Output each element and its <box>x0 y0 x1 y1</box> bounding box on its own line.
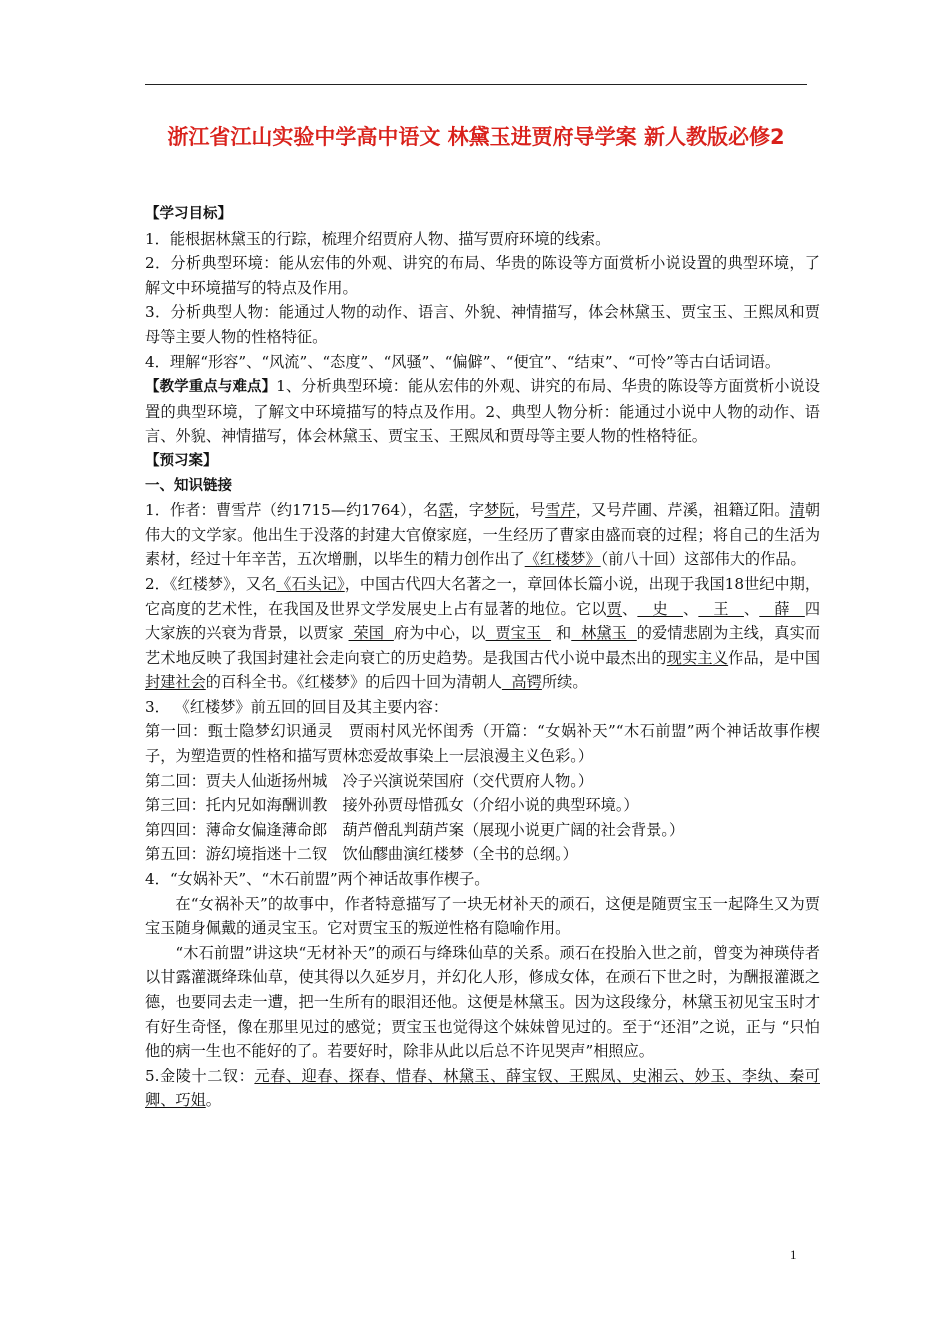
underlined-answer: 贾 <box>606 599 622 618</box>
chapter-item: 第一回：甄士隐梦幻识通灵 贾雨村风光怀闺秀（开篇：“女娲补天”“木石前盟”两个神话故事作楔子，为塑造贾的性格和描写贾林恋爱故事染上一层浪漫主义色彩。） <box>145 722 820 766</box>
text-run: ，又号芹圃、芹溪，祖籍辽阳。 <box>575 501 790 520</box>
chapter-item: 第三回：托内兄如海酬训教 接外孙贾母惜孤女（介绍小说的典型环境。） <box>145 796 639 815</box>
underlined-answer: 元春、迎春、探春、惜春、林黛玉、薛宝钗、王熙凤、史湘云、妙玉、李纨、秦可卿、巧姐 <box>145 1066 820 1110</box>
underlined-answer: 封建社会 <box>145 673 206 692</box>
underlined-answer: 清 <box>789 501 805 520</box>
text-run: 朝伟大的文学家。他出生于没落的封建大官僚家庭，一生经历了曹家由盛而衰的过程；将自己的生活为素材，经过十年辛苦，五次增删，以毕生的精力创作出了 <box>145 501 821 569</box>
underlined-answer: 薛 <box>759 599 805 618</box>
underlined-answer: 林黛玉 <box>571 624 637 643</box>
underlined-answer: 梦阮 <box>484 501 515 520</box>
underlined-answer: 史 <box>637 599 683 618</box>
text-run: 的百科全书。《红楼梦》的后四十回为清朝人 <box>205 673 502 692</box>
focus-header: 【教学重点与难点】 <box>145 379 277 396</box>
chapters-header: 3． 《红楼梦》前五回的回目及其主要内容： <box>145 697 449 716</box>
underlined-answer: 《石头记》 <box>276 574 345 593</box>
author-paragraph <box>145 498 820 572</box>
text-run: 的爱情悲剧为主线，真实而艺术地反映了我国封建社会走向衰亡的历史趋势。是我国古代小说中最杰出的 <box>145 624 821 667</box>
text-run: （前八十回）这部伟大的作品。 <box>600 550 806 569</box>
jinling-paragraph <box>145 1064 820 1113</box>
underlined-answer: 《红楼梦》 <box>524 550 601 569</box>
underlined-answer: 王 <box>698 599 744 618</box>
goal-item: 4．理解“形容”、“风流”、“态度”、“风骚”、“偏僻”、“便宜”、“结束”、“可怜”等古白话词语。 <box>145 352 781 371</box>
chapter-item: 第二回：贾夫人仙逝扬州城 冷子兴演说荣国府（交代贾府人物。） <box>145 771 594 790</box>
underlined-answer: 霑 <box>438 501 454 520</box>
myth-paragraph-2: “木石前盟”讲这块“无材补天”的顽石与绛珠仙草的关系。顽石在投胎入世之前，曾变为神瑛侍者以甘露灌溉绛珠仙草，使其得以久延岁月，并幻化人形，修成女体，在顽石下世之时，为酬报灌溉之德，也要同去走一遭，把一生所有的眼泪还他。这便是林黛玉。因为这段缘分，林黛玉初见宝玉时才有好生奇怪，像在那里见过的感觉；贾宝玉也觉得这个妹妹曾见过的。至于“还泪”之说，正与 “只怕他的病一生也不能好的了。若要好时，除非从此以后总不许见哭声”相照应。 <box>145 943 820 1061</box>
underlined-answer: 高锷 <box>501 673 542 692</box>
text-run: 2．《红楼梦》，又名 <box>145 574 277 593</box>
focus-paragraph <box>145 374 820 449</box>
page-number: 1 <box>790 1247 797 1262</box>
text-run: 作品，是中国 <box>728 648 821 667</box>
document-title: 浙江省江山实验中学高中语文 林黛玉进贾府导学案 新人教版必修2 <box>167 125 785 149</box>
goal-item: 1．能根据林黛玉的行踪，梳理介绍贾府人物、描写贾府环境的线索。 <box>145 229 611 248</box>
myth-paragraph-1: 在“女祸补天”的故事中，作者特意描写了一块无材补天的顽石，这便是随贾宝玉一起降生又为贾宝玉随身佩戴的通灵宝玉。它对贾宝玉的叛逆性格有隐喻作用。 <box>145 894 820 938</box>
text-run: ，号 <box>514 501 546 520</box>
hongloumeng-paragraph <box>145 572 820 695</box>
goal-item: 3．分析典型人物：能通过人物的动作、语言、外貌、神情描写，体会林黛玉、贾宝玉、王熙凤和贾母等主要人物的性格特征。 <box>145 303 820 346</box>
text-run: 、 <box>622 599 638 618</box>
underlined-answer: 荣国 <box>348 624 394 643</box>
text-run: ，字 <box>453 501 485 520</box>
text-run: 。 <box>205 1091 221 1110</box>
link-header: 一、知识链接 <box>145 477 232 494</box>
header-rule <box>145 84 807 85</box>
text-run: ，中国古代四大名著之一，章回体长篇小说，出现于我国18世纪中期，它高度的艺术性，在我国及世界文学发展史上占有显著的地位。它以 <box>145 574 821 618</box>
text-run: 、 <box>682 599 699 618</box>
chapter-item: 第五回：游幻境指迷十二钗 饮仙醪曲演红楼梦（全书的总纲。） <box>145 845 578 864</box>
underlined-answer: 现实主义 <box>666 648 729 667</box>
text-run: 府为中心，以 <box>393 624 486 643</box>
chapter-item: 第四回：薄命女偏逢薄命郎 葫芦僧乱判葫芦案（展现小说更广阔的社会背景。） <box>145 820 685 839</box>
text-run: 、 <box>743 599 760 618</box>
text-run: 和 <box>551 624 572 643</box>
text-run: 1．作者：曹雪芹（约1715—约1764），名 <box>145 501 439 520</box>
underlined-answer: 雪芹 <box>545 501 576 520</box>
focus-text: 1、分析典型环境：能从宏伟的外观、讲究的布局、华贵的陈设等方面赏析小说设置的典型环境，了解文中环境描写的特点及作用。2、典型人物分析：能通过小说中人物的动作、语言、外貌、神情描写，体会林黛玉、贾宝玉、王熙凤和贾母等主要人物的性格特征。 <box>145 377 820 446</box>
myth-header: 4．“女娲补天”、“木石前盟”两个神话故事作楔子。 <box>145 870 490 889</box>
goal-item: 2．分析典型环境：能从宏伟的外观、讲究的布局、华贵的陈设等方面赏析小说设置的典型环境，了解文中环境描写的特点及作用。 <box>145 254 820 297</box>
goals-header: 【学习目标】 <box>145 206 232 222</box>
text-run: 5.金陵十二钗： <box>145 1066 255 1085</box>
document-body <box>145 202 820 1113</box>
text-run: 四大家族的兴衰为背景，以贾家 <box>145 599 821 643</box>
preview-header: 【预习案】 <box>145 452 218 469</box>
underlined-answer: 贾宝玉 <box>485 624 552 643</box>
text-run: 所续。 <box>541 673 588 692</box>
